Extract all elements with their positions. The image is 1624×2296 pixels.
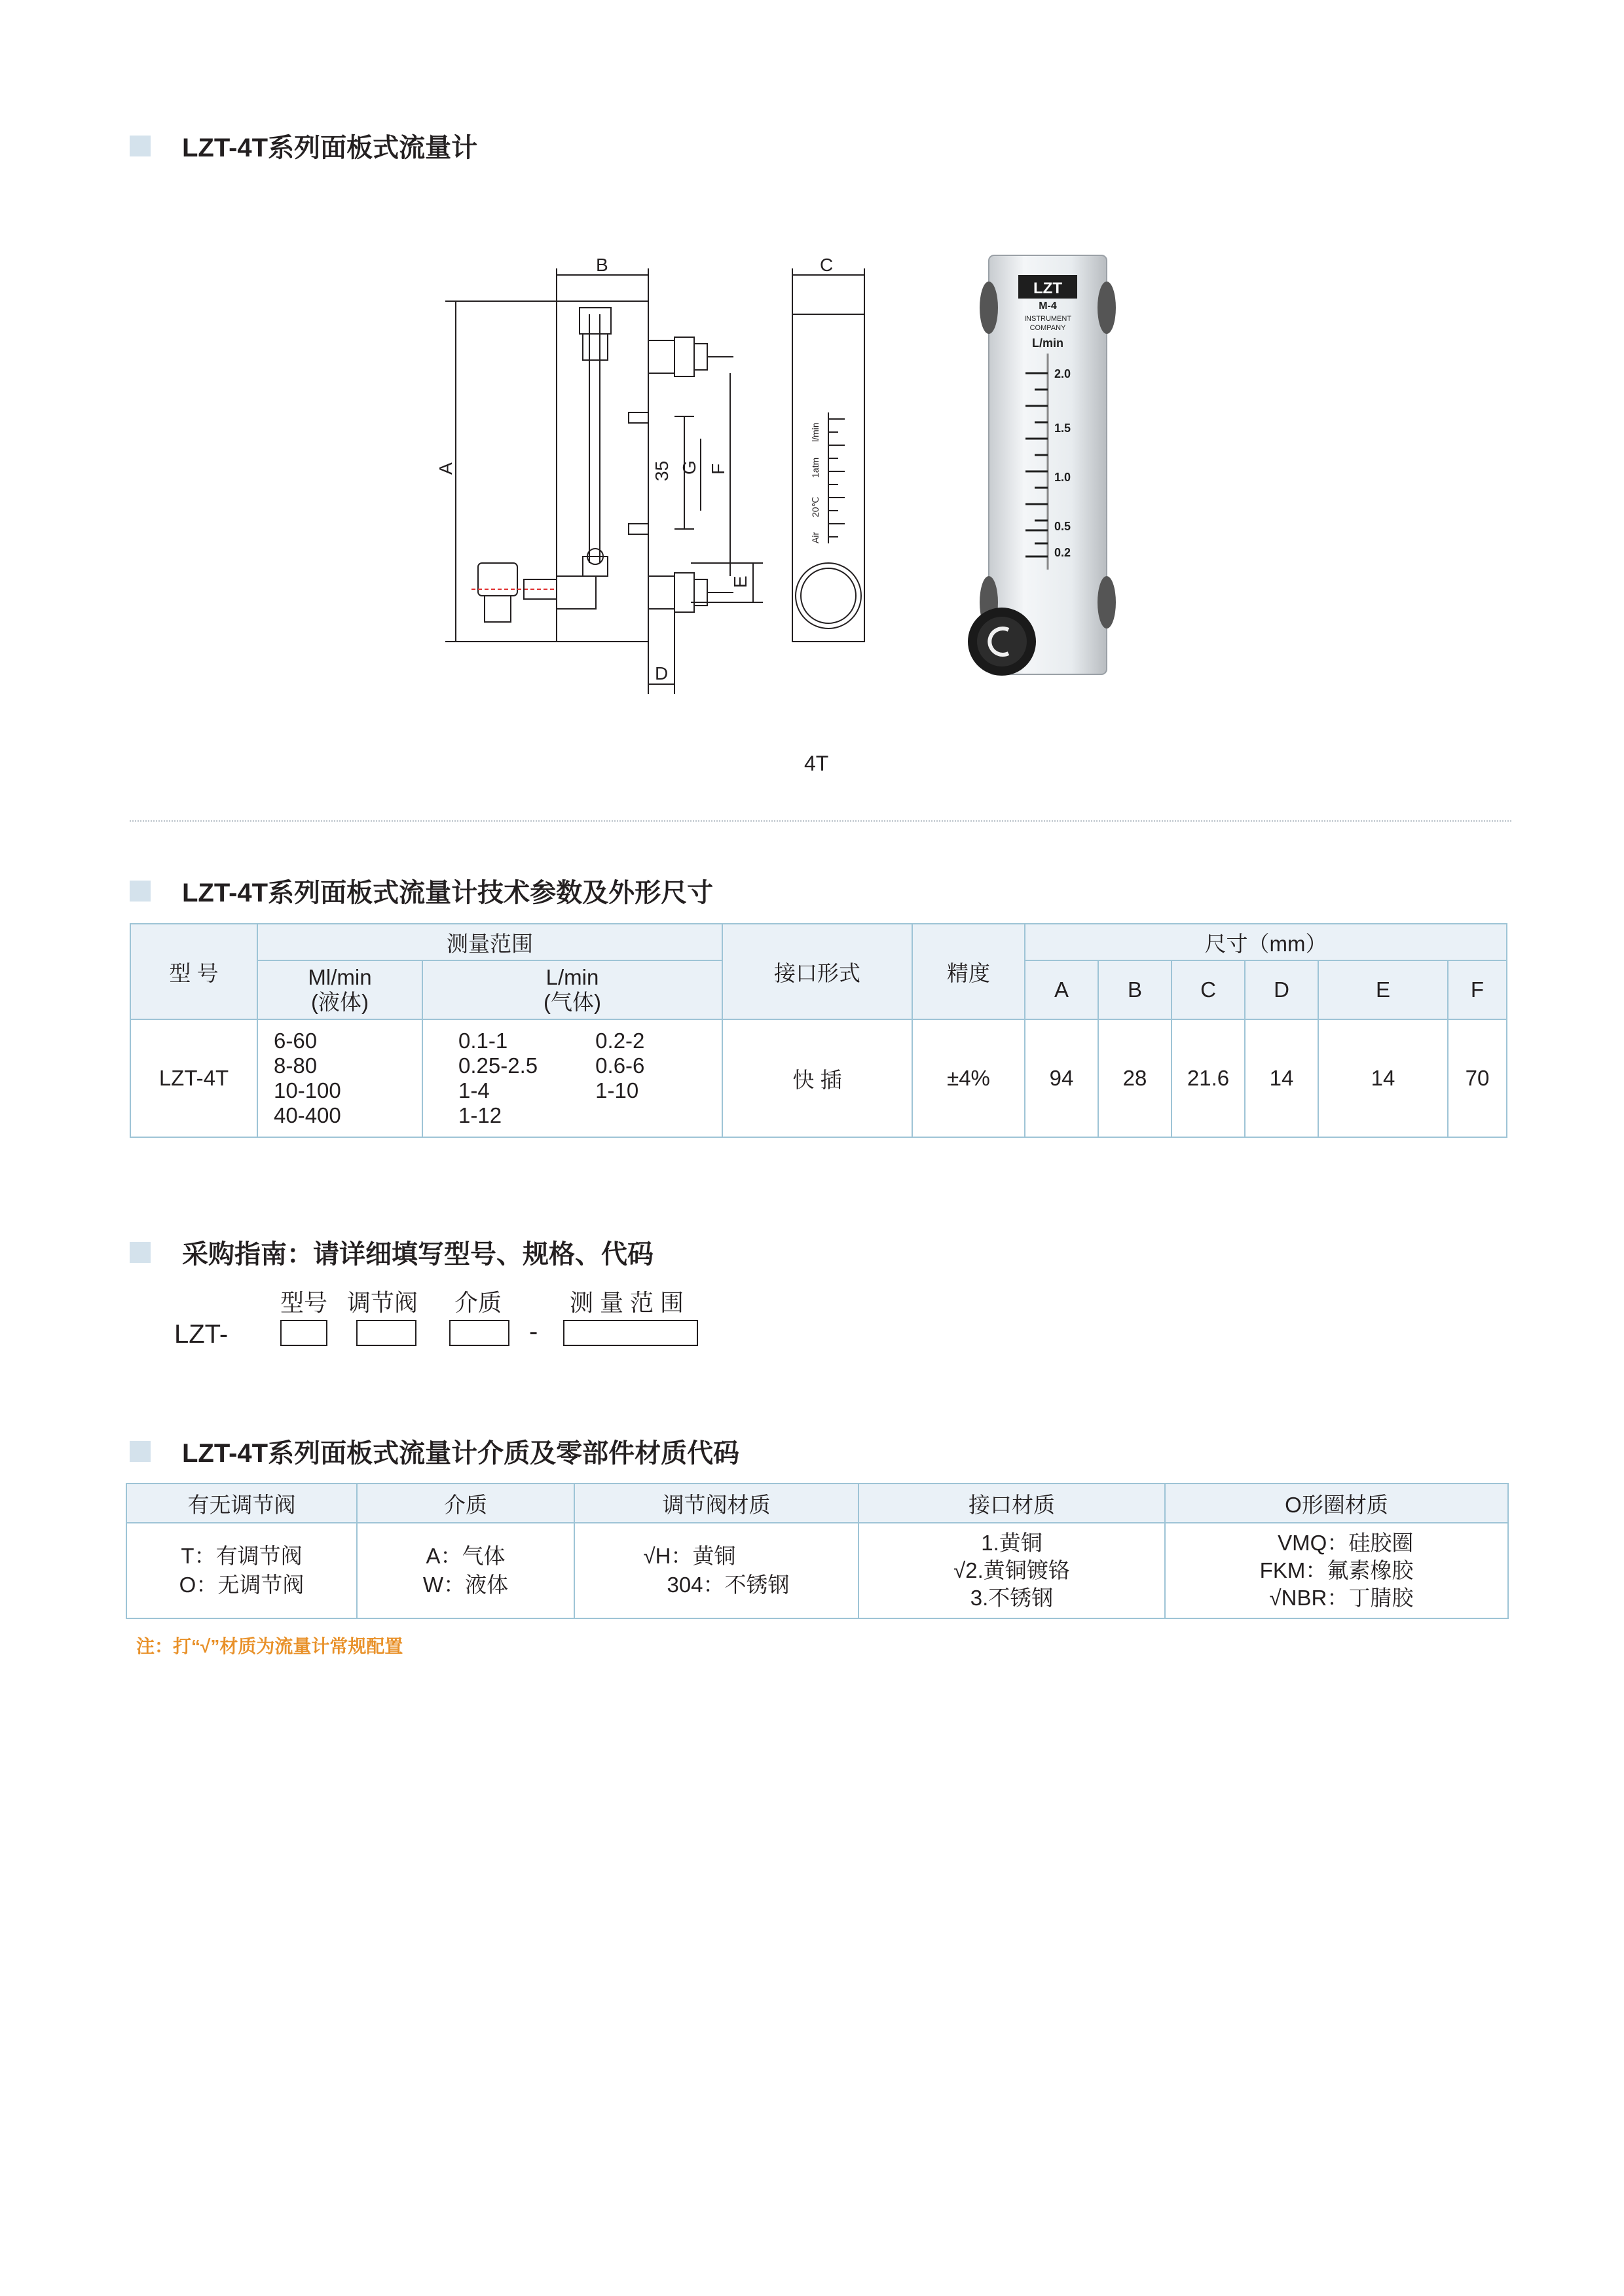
material-table [126,1483,1509,1619]
th-connection: 接口形式 [722,924,912,1019]
cell-dim-d: 14 [1245,1019,1318,1137]
order-label-model: 型号 [280,1289,328,1316]
th-size: 尺寸（mm） [1025,924,1507,960]
ml-range: 40-400 [274,1103,341,1127]
l-range: 0.25-2.5 [458,1053,538,1078]
scale-text-unit: l/min [810,422,821,442]
order-label-range: 测 量 范 围 [570,1289,684,1316]
cell-dim-e: 14 [1318,1019,1448,1137]
section-divider [130,820,1511,822]
th-connection-material: 接口材质 [858,1484,1165,1523]
th-ml-medium: (液体) [311,990,369,1014]
th-model: 型 号 [130,924,257,1019]
order-box-valve[interactable] [356,1320,416,1346]
th-ml-unit: Ml/min [308,965,372,989]
cell-l-ranges [422,1019,722,1137]
th-valve: 有无调节阀 [126,1484,357,1523]
th-ml [257,960,422,1019]
th-l [422,960,722,1019]
order-prefix: LZT- [174,1320,229,1349]
oring-material-option: FKM：氟素橡胶 [1259,1558,1414,1582]
ml-range: 6-60 [274,1029,318,1053]
order-box-range[interactable] [563,1320,698,1346]
cell-dim-a: 94 [1025,1019,1098,1137]
ml-range: 10-100 [274,1078,341,1102]
valve-material-option: 304：不锈钢 [667,1573,790,1597]
dim-label-f: F [708,463,728,475]
cell-oring-material-options [1165,1523,1508,1618]
scale-text-temp: 20℃ [810,496,821,517]
photo-tick-1-5: 1.5 [1054,422,1071,435]
technical-drawing [432,249,877,707]
figure-label: 4T [804,752,829,775]
th-dim-b: B [1098,960,1172,1019]
th-range: 测量范围 [257,924,722,960]
table-row [126,1523,1508,1618]
th-accuracy: 精度 [912,924,1025,1019]
connection-material-option: 3.不锈钢 [970,1586,1054,1610]
cell-dim-b: 28 [1098,1019,1172,1137]
heading-marker [130,1441,151,1462]
cell-model: LZT-4T [130,1019,257,1137]
th-dim-c: C [1172,960,1245,1019]
photo-tick-1-0: 1.0 [1054,471,1071,484]
order-box-model[interactable] [280,1320,327,1346]
section-heading-1: LZT-4T系列面板式流量计 [130,127,477,164]
order-dash: - [529,1317,538,1346]
photo-tick-0-2: 0.2 [1054,546,1071,559]
oring-material-option: VMQ：硅胶圈 [1278,1531,1414,1555]
l-range: 1-12 [458,1103,502,1127]
l-range: 0.6-6 [595,1053,645,1078]
scale-text-atm: 1atm [810,457,821,478]
photo-tick-2-0: 2.0 [1054,367,1071,380]
cell-ml-ranges [257,1019,422,1137]
l-range: 1-4 [458,1078,490,1102]
photo-brand: LZT [1033,280,1062,297]
section-heading-4: LZT-4T系列面板式流量计介质及零部件材质代码 [130,1432,739,1470]
valve-option: T：有调节阀 [181,1544,303,1568]
photo-unit: L/min [1032,337,1063,350]
spec-table [130,923,1507,1138]
th-oring-material: O形圈材质 [1165,1484,1508,1523]
oring-material-option: √NBR：丁腈胶 [1269,1586,1414,1610]
order-box-medium[interactable] [449,1320,509,1346]
dim-label-d: D [655,663,669,683]
connection-material-option: √2.黄铜镀铬 [953,1558,1070,1582]
dim-label-c: C [820,255,834,275]
cell-connection: 快 插 [722,1019,912,1137]
cell-valve-material-options [574,1523,858,1618]
cell-medium-options [357,1523,574,1618]
dim-label-35: 35 [652,460,672,481]
connection-material-option: 1.黄铜 [981,1531,1043,1555]
section-heading-2: LZT-4T系列面板式流量计技术参数及外形尺寸 [130,872,713,909]
th-dim-a: A [1025,960,1098,1019]
th-l-unit: L/min [545,965,599,989]
order-label-medium: 介质 [454,1289,502,1316]
cell-dim-f: 70 [1448,1019,1507,1137]
scale-text-air: Air [810,532,821,543]
cell-dim-c: 21.6 [1172,1019,1245,1137]
valve-option: O：无调节阀 [179,1573,304,1597]
dim-label-a: A [435,462,456,475]
th-dim-f: F [1448,960,1507,1019]
heading-marker [130,136,151,156]
order-label-valve: 调节阀 [347,1289,418,1316]
heading-marker [130,881,151,902]
l-range: 0.2-2 [595,1029,645,1053]
l-range: 1-10 [595,1078,639,1102]
th-medium: 介质 [357,1484,574,1523]
heading-marker [130,1242,151,1263]
footnote: 注：打“√”材质为流量计常规配置 [136,1636,403,1656]
th-dim-e: E [1318,960,1448,1019]
cell-valve-options [126,1523,357,1618]
medium-option: W：液体 [422,1573,509,1597]
th-l-medium: (气体) [544,990,601,1014]
section-heading-3: 采购指南：请详细填写型号、规格、代码 [130,1233,654,1271]
photo-tick-0-5: 0.5 [1054,520,1071,533]
medium-option: A：气体 [426,1544,506,1568]
cell-connection-material-options [858,1523,1165,1618]
ml-range: 8-80 [274,1053,318,1078]
dim-label-g: G [679,460,699,475]
photo-maker-1: INSTRUMENT [1024,315,1072,323]
photo-model: M-4 [1039,301,1057,312]
photo-maker-2: COMPANY [1029,324,1066,332]
dim-label-e: E [730,575,750,588]
th-valve-material: 调节阀材质 [574,1484,858,1523]
product-photo [963,249,1133,687]
th-dim-d: D [1245,960,1318,1019]
dim-label-b: B [596,255,608,275]
valve-material-option: √H：黄铜 [643,1544,736,1568]
l-range: 0.1-1 [458,1029,508,1053]
cell-accuracy: ±4% [912,1019,1025,1137]
table-row [130,1019,1507,1137]
